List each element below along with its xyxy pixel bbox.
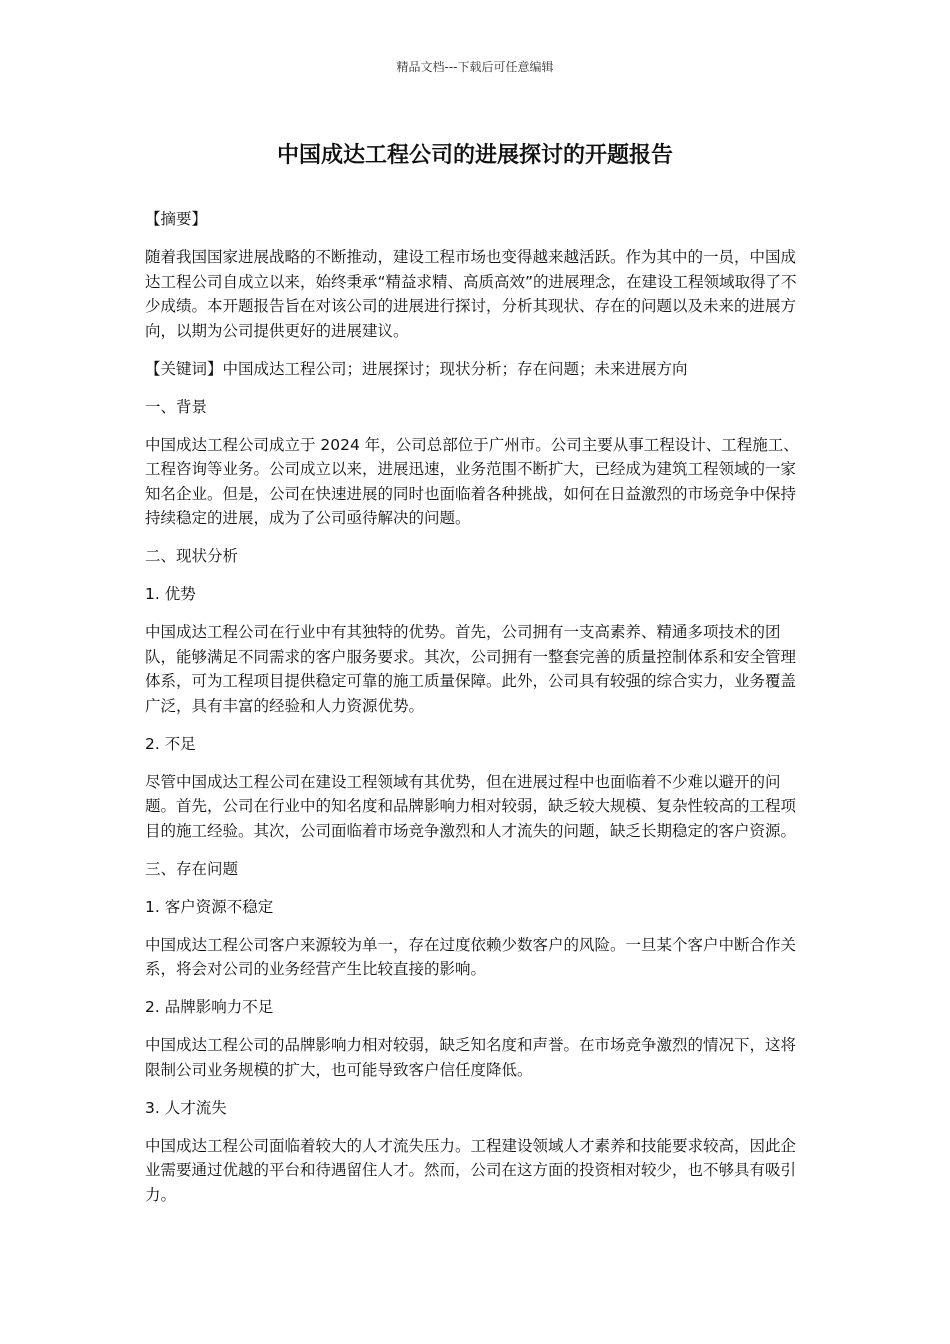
keywords-line: 【关键词】中国成达工程公司；进展探讨；现状分析；存在问题；未来进展方向 <box>145 359 688 378</box>
abstract-heading: 【摘要】 <box>145 210 208 228</box>
section-heading-status-analysis: 二、现状分析 <box>145 547 239 565</box>
subheading-shortcomings: 2. 不足 <box>145 734 196 753</box>
talent-loss-paragraph: 中国成达工程公司面临着较大的人才流失压力。工程建设领域人才素养和技能要求较高，因此企业需要通过优越的平台和待遇留住人才。然而，公司在这方面的投资相对较少，也不够具有吸引力。 <box>145 1136 797 1204</box>
document-title: 中国成达工程公司的进展探讨的开题报告 <box>276 143 673 168</box>
subheading-unstable-clients: 1. 客户资源不稳定 <box>145 897 274 916</box>
brand-influence-paragraph: 中国成达工程公司的品牌影响力相对较弱，缺乏知名度和声誉。在市场竞争激烈的情况下，这将限制公司业务规模的扩大，也可能导致客户信任度降低。 <box>145 1036 797 1079</box>
document-body <box>145 207 800 1221</box>
subheading-advantages: 1. 优势 <box>145 585 196 603</box>
advantages-paragraph: 中国成达工程公司在行业中有其独特的优势。首先，公司拥有一支高素养、精通多项技术的团队，能够满足不同需求的客户服务要求。其次，公司拥有一整套完善的质量控制体系和安全管理体系，可为工程项目提供稳定可靠的施工质量保障。此外，公司具有较强的综合实力，业务覆盖广泛，具有丰富的经验和人力资源优势。 <box>145 623 797 715</box>
shortcomings-paragraph: 尽管中国成达工程公司在建设工程领域有其优势，但在进展过程中也面临着不少难以避开的问题。首先，公司在行业中的知名度和品牌影响力相对较弱，缺乏较大规模、复杂性较高的工程项目的施工经验。其次，公司面临着市场竞争激烈和人才流失的问题，缺乏长期稳定的客户资源。 <box>145 772 797 840</box>
background-paragraph: 中国成达工程公司成立于 2024 年，公司总部位于广州市。公司主要从事工程设计、工程施工、工程咨询等业务。公司成立以来，进展迅速，业务范围不断扩大，已经成为建筑工程领域的一家知名企业。但是，公司在快速进展的同时也面临着各种挑战，如何在日益激烈的市场竞争中保持持续稳定的进展，成为了公司亟待解决的问题。 <box>145 435 799 527</box>
section-heading-background: 一、背景 <box>145 397 208 416</box>
unstable-clients-paragraph: 中国成达工程公司客户来源较为单一，存在过度依赖少数客户的风险。一旦某个客户中断合作关系，将会对公司的业务经营产生比较直接的影响。 <box>145 935 797 978</box>
subheading-talent-loss: 3. 人才流失 <box>145 1098 227 1117</box>
section-heading-existing-problems: 三、存在问题 <box>145 859 239 878</box>
subheading-brand-influence: 2. 品牌影响力不足 <box>145 998 274 1016</box>
abstract-paragraph: 随着我国国家进展战略的不断推动，建设工程市场也变得越来越活跃。作为其中的一员，中国成达工程公司自成立以来，始终秉承“精益求精、高质高效”的进展理念，在建设工程领域取得了不少成绩。本开题报告旨在对该公司的进展进行探讨，分析其现状、存在的问题以及未来的进展方向，以期为公司提供更好的进展建议。 <box>145 248 797 340</box>
header-note: 精品文档---下载后可任意编辑 <box>396 60 554 74</box>
